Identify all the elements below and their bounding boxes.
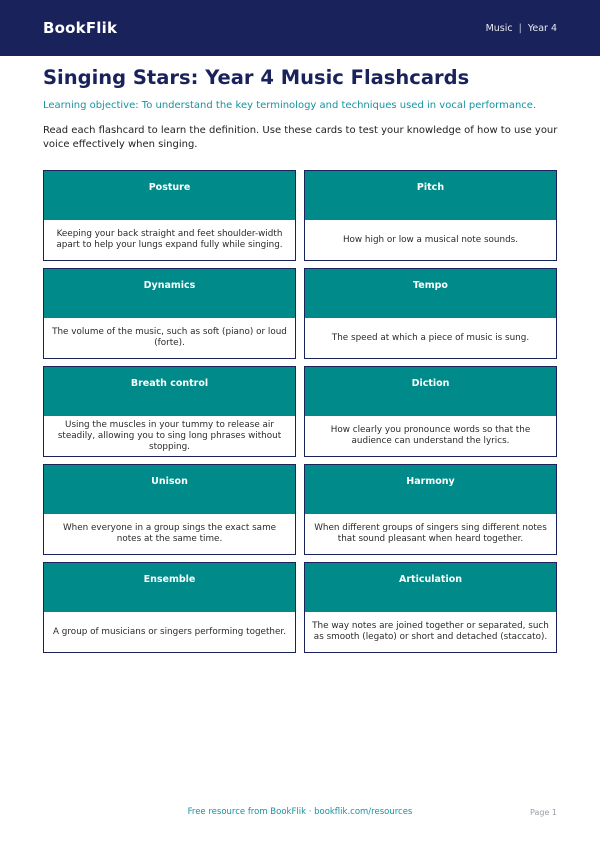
- flashcard-term: Articulation: [305, 563, 556, 612]
- flashcard[interactable]: [43, 170, 296, 261]
- flashcard-definition: When everyone in a group sings the exact same notes at the same time.: [62, 523, 277, 544]
- flashcard-term: Breath control: [44, 367, 295, 416]
- flashcard-term: Posture: [44, 171, 295, 220]
- breadcrumb-subject[interactable]: Music: [485, 22, 513, 34]
- flashcard[interactable]: [304, 170, 557, 261]
- flashcard-grid: [43, 170, 557, 653]
- site-header: [0, 0, 600, 56]
- flashcard-definition: Using the muscles in your tummy to release air steadily, allowing you to sing long phrases without stopping.: [57, 419, 282, 452]
- flashcard-term: Dynamics: [44, 269, 295, 318]
- breadcrumb-year[interactable]: Year 4: [527, 22, 557, 34]
- flashcard-definition: How clearly you pronounce words so that the audience can understand the lyrics.: [330, 425, 531, 446]
- breadcrumb: [486, 23, 557, 34]
- flashcard-term: Harmony: [305, 465, 556, 514]
- flashcard[interactable]: [43, 464, 296, 555]
- breadcrumb-separator: |: [518, 22, 522, 34]
- flashcard-term: Pitch: [305, 171, 556, 220]
- page-number: Page 1: [530, 808, 557, 817]
- flashcard[interactable]: [304, 268, 557, 359]
- flashcard-definition: The speed at which a piece of music is sung.: [331, 332, 530, 343]
- flashcard-term: Diction: [305, 367, 556, 416]
- flashcard-term: Tempo: [305, 269, 556, 318]
- flashcard-definition: A group of musicians or singers performing together.: [52, 626, 286, 637]
- flashcard-definition: How high or low a musical note sounds.: [342, 234, 519, 245]
- flashcard-term: Unison: [44, 465, 295, 514]
- flashcard[interactable]: [304, 464, 557, 555]
- flashcard[interactable]: [43, 562, 296, 653]
- flashcard-definition: The volume of the music, such as soft (piano) or loud (forte).: [52, 327, 287, 348]
- flashcard[interactable]: [43, 268, 296, 359]
- brand-logo[interactable]: BookFlik: [43, 19, 118, 37]
- intro-text: Read each flashcard to learn the definition. Use these cards to test your knowledge of how to use your voice effectively when singing.: [43, 125, 558, 150]
- page-title: Singing Stars: Year 4 Music Flashcards: [43, 66, 470, 89]
- learning-objective: Learning objective: To understand the key terminology and techniques used in vocal performance.: [43, 100, 537, 111]
- flashcard[interactable]: [304, 562, 557, 653]
- footer-resource-link[interactable]: Free resource from BookFlik · bookflik.com/resources: [187, 807, 413, 817]
- flashcard-definition: Keeping your back straight and feet shoulder-width apart to help your lungs expand fully while singing.: [56, 229, 283, 250]
- flashcard[interactable]: [43, 366, 296, 457]
- flashcard-term: Ensemble: [44, 563, 295, 612]
- flashcard-definition: The way notes are joined together or separated, such as smooth (legato) or short and detached (staccato).: [312, 621, 549, 642]
- flashcard-definition: When different groups of singers sing different notes that sound pleasant when heard together.: [314, 523, 547, 544]
- flashcard[interactable]: [304, 366, 557, 457]
